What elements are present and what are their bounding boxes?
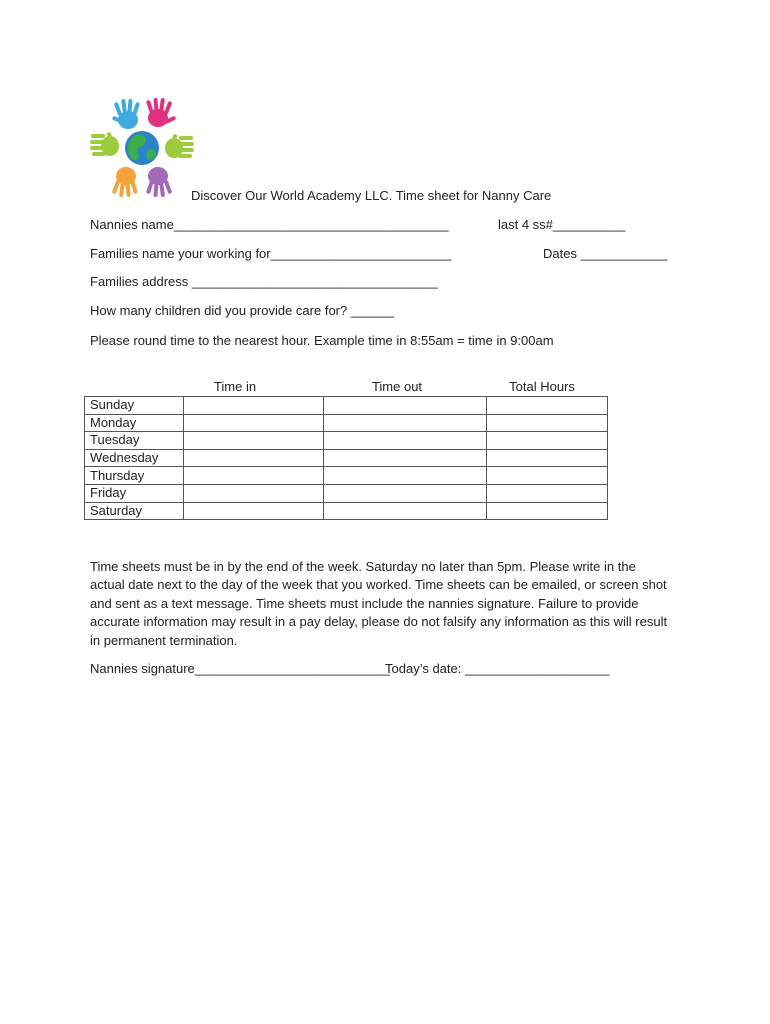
time-out-cell[interactable]	[324, 449, 487, 467]
total-hours-cell[interactable]	[487, 449, 608, 467]
families-address-field[interactable]: Families address __________________________________	[90, 274, 438, 289]
families-name-field[interactable]: Families name your working for_________________________	[90, 246, 452, 261]
total-hours-cell[interactable]	[487, 467, 608, 485]
timesheet-table	[84, 396, 608, 520]
column-header-total-hours: Total Hours	[509, 379, 575, 394]
time-in-cell[interactable]	[184, 484, 324, 502]
day-label: Wednesday	[85, 449, 184, 467]
day-label: Friday	[85, 484, 184, 502]
table-row	[85, 502, 608, 520]
table-row	[85, 484, 608, 502]
green-hand-right-icon	[165, 134, 194, 158]
time-in-cell[interactable]	[184, 432, 324, 450]
total-hours-cell[interactable]	[487, 397, 608, 415]
total-hours-cell[interactable]	[487, 502, 608, 520]
time-in-cell[interactable]	[184, 449, 324, 467]
column-header-time-out: Time out	[371, 379, 423, 394]
total-hours-cell[interactable]	[487, 484, 608, 502]
dates-field[interactable]: Dates ____________	[543, 246, 668, 261]
column-header-time-in: Time in	[213, 379, 257, 394]
document-title: Discover Our World Academy LLC. Time sheet for Nanny Care	[191, 188, 552, 203]
last4-ss-field[interactable]: last 4 ss#__________	[498, 217, 626, 232]
nannies-name-field[interactable]: Nannies name______________________________________	[90, 217, 449, 232]
day-label: Tuesday	[85, 432, 184, 450]
table-row	[85, 432, 608, 450]
table-row	[85, 449, 608, 467]
day-label: Thursday	[85, 467, 184, 485]
round-time-instruction: Please round time to the nearest hour. Example time in 8:55am = time in 9:00am	[90, 333, 554, 348]
orange-hand-icon	[112, 167, 138, 197]
total-hours-cell[interactable]	[487, 414, 608, 432]
time-in-cell[interactable]	[184, 467, 324, 485]
green-hand-left-icon	[90, 132, 119, 156]
time-out-cell[interactable]	[324, 484, 487, 502]
day-label: Monday	[85, 414, 184, 432]
time-out-cell[interactable]	[324, 467, 487, 485]
time-in-cell[interactable]	[184, 397, 324, 415]
total-hours-cell[interactable]	[487, 432, 608, 450]
table-row	[85, 467, 608, 485]
day-label: Sunday	[85, 397, 184, 415]
day-label: Saturday	[85, 502, 184, 520]
time-out-cell[interactable]	[324, 414, 487, 432]
time-out-cell[interactable]	[324, 432, 487, 450]
children-count-field[interactable]: How many children did you provide care for? ______	[90, 303, 395, 318]
todays-date-field[interactable]: Today’s date: ____________________	[385, 661, 610, 676]
time-out-cell[interactable]	[324, 397, 487, 415]
blue-hand-icon	[112, 99, 140, 129]
table-row	[85, 397, 608, 415]
pink-hand-icon	[146, 98, 176, 127]
time-in-cell[interactable]	[184, 414, 324, 432]
purple-hand-icon	[146, 167, 172, 197]
time-out-cell[interactable]	[324, 502, 487, 520]
academy-logo	[90, 98, 194, 198]
nannies-signature-field[interactable]: Nannies signature___________________________	[90, 661, 390, 676]
timesheet-policy-note: Time sheets must be in by the end of the week. Saturday no later than 5pm. Please write in the actual date next to the day of the week that you worked. Time sheets can be emailed, or screen shot and sent as a text message. Time sheets must include the nannies signature. Failure to provide accurate information may result in a pay delay, please do not falsify any information as this will result in permanent termination.	[90, 559, 668, 648]
table-row	[85, 414, 608, 432]
time-in-cell[interactable]	[184, 502, 324, 520]
